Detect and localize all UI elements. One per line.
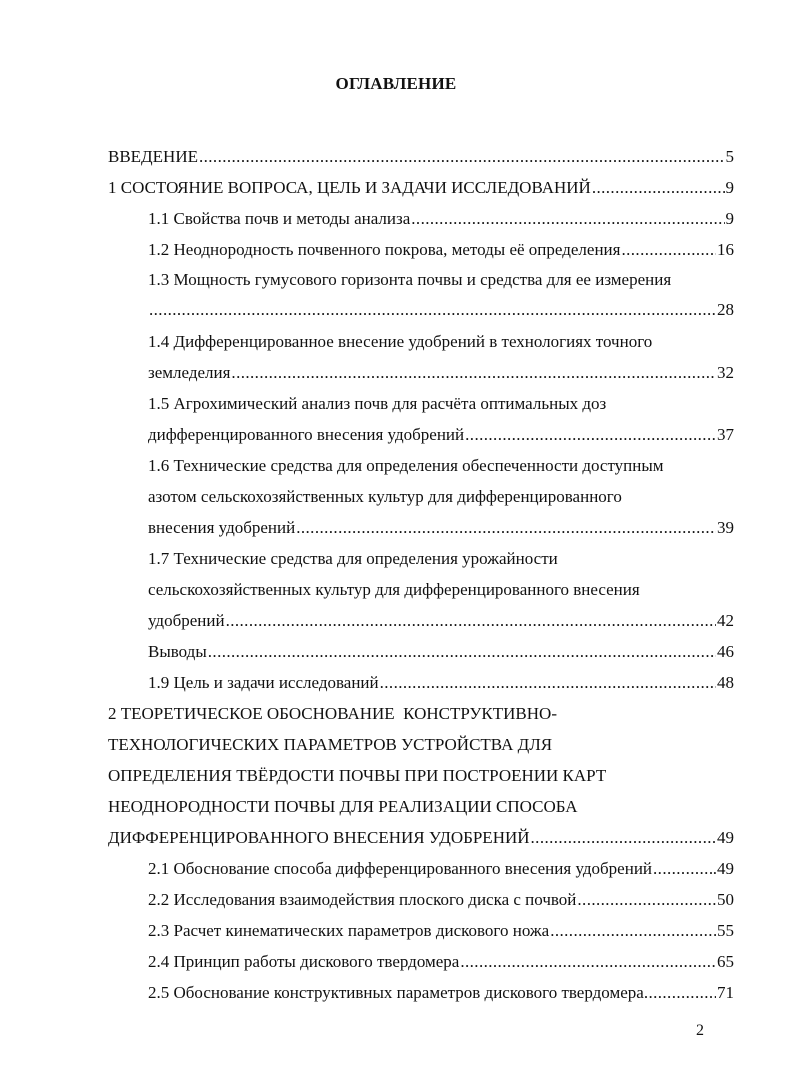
toc-entry-text: Выводы bbox=[148, 642, 207, 661]
toc-entry-text: удобрений bbox=[148, 611, 225, 630]
toc-page-number: 46 bbox=[717, 642, 734, 661]
toc-page-number: 71 bbox=[717, 983, 734, 1002]
page-number: 2 bbox=[696, 1022, 704, 1039]
toc-entry-text: ДИФФЕРЕНЦИРОВАННОГО ВНЕСЕНИЯ УДОБРЕНИЙ bbox=[108, 828, 530, 847]
toc-entry-section-2-3[interactable] bbox=[148, 920, 734, 942]
toc-page-number: 42 bbox=[717, 611, 734, 630]
toc-page-number: 9 bbox=[725, 209, 734, 228]
toc-entry-section-2-2[interactable] bbox=[148, 889, 734, 911]
toc-entry-section-1-1[interactable] bbox=[148, 208, 734, 230]
dot-leader bbox=[226, 610, 716, 632]
toc-page-number: 55 bbox=[717, 921, 734, 940]
toc-page-number: 9 bbox=[725, 178, 734, 197]
toc-entry-section-1-4-line-1[interactable]: 1.4 Дифференцированное внесение удобрений в технологиях точного bbox=[148, 332, 653, 351]
toc-entry-section-1-6[interactable] bbox=[148, 517, 734, 539]
dot-leader bbox=[380, 672, 716, 694]
toc-entry-section-1-7[interactable] bbox=[148, 610, 734, 632]
toc-page-number: 49 bbox=[717, 828, 734, 847]
dot-leader bbox=[208, 641, 716, 663]
toc-entry-chapter-2[interactable] bbox=[108, 827, 734, 849]
dot-leader bbox=[577, 889, 716, 911]
toc-entry-section-1-6-line-1[interactable]: 1.6 Технические средства для определения обеспеченности доступным bbox=[148, 456, 664, 475]
toc-entry-text: 2.3 Расчет кинематических параметров дискового ножа bbox=[148, 921, 550, 940]
toc-entry-section-1-5[interactable] bbox=[148, 424, 734, 446]
toc-entry-text: 1.2 Неоднородность почвенного покрова, методы её определения bbox=[148, 240, 621, 259]
toc-page-number: .49 bbox=[712, 859, 734, 878]
toc-entry-section-2-1[interactable] bbox=[148, 858, 734, 880]
toc-entry-chapter-2-line-4[interactable]: НЕОДНОРОДНОСТИ ПОЧВЫ ДЛЯ РЕАЛИЗАЦИИ СПОСОБА bbox=[108, 797, 578, 816]
dot-leader bbox=[149, 299, 716, 321]
toc-entry-introduction[interactable] bbox=[108, 146, 734, 168]
toc-entry-text: земледелия bbox=[148, 363, 231, 382]
toc-entry-section-1-4[interactable] bbox=[148, 362, 734, 384]
dot-leader bbox=[296, 517, 716, 539]
toc-entry-chapter-2-line-1[interactable]: 2 ТЕОРЕТИЧЕСКОЕ ОБОСНОВАНИЕ КОНСТРУКТИВНО- bbox=[108, 704, 557, 723]
toc-entry-text: внесения удобрений bbox=[148, 518, 296, 537]
dot-leader bbox=[231, 362, 716, 384]
toc-entry-text: дифференцированного внесения удобрений bbox=[148, 425, 465, 444]
toc-entry-text: ВВЕДЕНИЕ bbox=[108, 147, 198, 166]
toc-page-number: 28 bbox=[717, 300, 734, 319]
toc-entry-section-1-6-line-2[interactable]: азотом сельскохозяйственных культур для дифференцированного bbox=[148, 487, 622, 506]
dot-leader bbox=[653, 858, 713, 880]
toc-entry-text: 2.4 Принцип работы дискового твердомера bbox=[148, 952, 460, 971]
toc-entry-text: 1.9 Цель и задачи исследований bbox=[148, 673, 379, 692]
toc-entry-chapter-2-line-3[interactable]: ОПРЕДЕЛЕНИЯ ТВЁРДОСТИ ПОЧВЫ ПРИ ПОСТРОЕНИИ КАРТ bbox=[108, 766, 607, 785]
dot-leader bbox=[621, 239, 716, 261]
toc-entry-text: 2.2 Исследования взаимодействия плоского диска с почвой bbox=[148, 890, 577, 909]
toc-entry-chapter-1[interactable] bbox=[108, 177, 734, 199]
toc-entry-text: 2.1 Обоснование способа дифференцированного внесения удобрений bbox=[148, 859, 653, 878]
dot-leader bbox=[592, 177, 725, 199]
dot-leader bbox=[460, 951, 716, 973]
toc-entry-text: 1.1 Свойства почв и методы анализа bbox=[148, 209, 411, 228]
toc-page-number: 16 bbox=[717, 240, 734, 259]
dot-leader bbox=[465, 424, 716, 446]
toc-page-number: 5 bbox=[725, 147, 734, 166]
document-title: ОГЛАВЛЕНИЕ bbox=[335, 74, 457, 93]
toc-entry-section-1-5-line-1[interactable]: 1.5 Агрохимический анализ почв для расчёта оптимальных доз bbox=[148, 394, 607, 413]
toc-page-number: 48 bbox=[717, 673, 734, 692]
toc-entry-section-2-5[interactable] bbox=[148, 982, 734, 1004]
toc-page-number: 37 bbox=[717, 425, 734, 444]
dot-leader bbox=[531, 827, 716, 849]
toc-entry-conclusions[interactable] bbox=[148, 641, 734, 663]
toc-entry-text: 1 СОСТОЯНИЕ ВОПРОСА, ЦЕЛЬ И ЗАДАЧИ ИССЛЕДОВАНИЙ bbox=[108, 178, 591, 197]
toc-entry-section-1-2[interactable] bbox=[148, 239, 734, 261]
dot-leader bbox=[411, 208, 724, 230]
toc-page-number: 50 bbox=[717, 890, 734, 909]
toc-entry-section-1-7-line-1[interactable]: 1.7 Технические средства для определения урожайности bbox=[148, 549, 558, 568]
toc-entry-chapter-2-line-2[interactable]: ТЕХНОЛОГИЧЕСКИХ ПАРАМЕТРОВ УСТРОЙСТВА ДЛЯ bbox=[108, 735, 553, 754]
toc-entry-section-1-3[interactable] bbox=[148, 299, 734, 321]
toc-entry-section-1-7-line-2[interactable]: сельскохозяйственных культур для дифференцированного внесения bbox=[148, 580, 640, 599]
toc-entry-section-2-4[interactable] bbox=[148, 951, 734, 973]
toc-page-number: 65 bbox=[717, 952, 734, 971]
dot-leader bbox=[550, 920, 716, 942]
toc-page-number: 39 bbox=[717, 518, 734, 537]
dot-leader bbox=[644, 982, 716, 1004]
toc-entry-section-1-3-line-1[interactable]: 1.3 Мощность гумусового горизонта почвы и средства для ее измерения bbox=[148, 270, 672, 289]
toc-entry-text: 2.5 Обоснование конструктивных параметров дискового твердомера bbox=[148, 983, 644, 1002]
toc-page-number: 32 bbox=[717, 363, 734, 382]
toc-entry-section-1-9[interactable] bbox=[148, 672, 734, 694]
dot-leader bbox=[199, 146, 725, 168]
